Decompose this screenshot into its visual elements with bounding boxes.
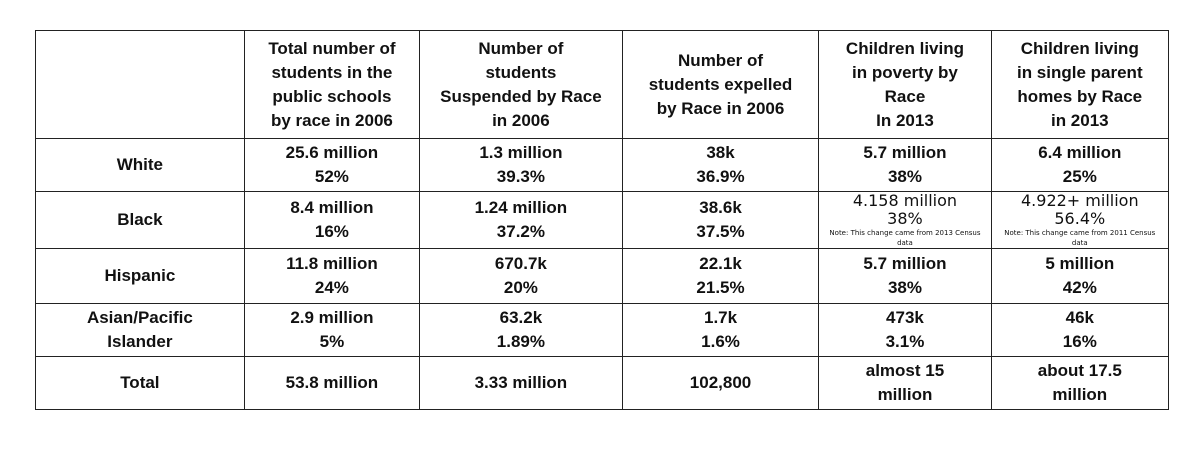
table-cell: 102,800 xyxy=(622,357,819,410)
table-cell: 46k 16% xyxy=(991,304,1168,357)
table-cell: 22.1k 21.5% xyxy=(622,249,819,304)
table-cell: 1.24 million 37.2% xyxy=(420,192,623,249)
single-black-pct: 56.4% xyxy=(1054,209,1106,228)
row-label: Asian/Pacific Islander xyxy=(36,304,245,357)
table-cell: 2.9 million 5% xyxy=(244,304,419,357)
table-row-asian-pacific-islander xyxy=(36,304,1169,357)
poverty-black-value: 4.158 million xyxy=(852,191,958,210)
table-cell: about 17.5 million xyxy=(991,357,1168,410)
header-suspended: Number of students Suspended by Race in 2006 xyxy=(420,31,623,139)
table-cell-poverty-black xyxy=(819,192,991,249)
table-cell: 5 million 42% xyxy=(991,249,1168,304)
table-cell: 11.8 million 24% xyxy=(244,249,419,304)
poverty-black-pct: 38% xyxy=(887,209,923,228)
table-cell: 670.7k 20% xyxy=(420,249,623,304)
single-black-note: Note: This change came from 2011 Census data xyxy=(1004,229,1156,247)
header-poverty: Children living in poverty by Race In 2013 xyxy=(819,31,991,139)
table-cell: 5.7 million 38% xyxy=(819,249,991,304)
table-row-black xyxy=(36,192,1169,249)
header-total-students: Total number of students in the public schools by race in 2006 xyxy=(244,31,419,139)
row-label: Black xyxy=(36,192,245,249)
table-cell: 1.3 million 39.3% xyxy=(420,139,623,192)
table-cell: almost 15 million xyxy=(819,357,991,410)
row-label: Hispanic xyxy=(36,249,245,304)
poverty-black-note: Note: This change came from 2013 Census data xyxy=(829,229,981,247)
table-cell: 25.6 million 52% xyxy=(244,139,419,192)
header-single-parent: Children living in single parent homes by Race in 2013 xyxy=(991,31,1168,139)
header-row xyxy=(36,31,1169,139)
header-expelled: Number of students expelled by Race in 2006 xyxy=(622,31,819,139)
race-statistics-table xyxy=(35,30,1169,410)
table-cell: 53.8 million xyxy=(244,357,419,410)
table-row-white xyxy=(36,139,1169,192)
table-row-hispanic xyxy=(36,249,1169,304)
single-black-value: 4.922+ million xyxy=(1021,191,1139,210)
table-cell: 63.2k 1.89% xyxy=(420,304,623,357)
table-cell: 5.7 million 38% xyxy=(819,139,991,192)
table-cell: 8.4 million 16% xyxy=(244,192,419,249)
table-cell: 6.4 million 25% xyxy=(991,139,1168,192)
table-cell: 473k 3.1% xyxy=(819,304,991,357)
table-cell-single-parent-black xyxy=(991,192,1168,249)
table-cell: 1.7k 1.6% xyxy=(622,304,819,357)
table-row-total xyxy=(36,357,1169,410)
row-label: White xyxy=(36,139,245,192)
header-corner xyxy=(36,31,245,139)
table-cell: 38k 36.9% xyxy=(622,139,819,192)
table-cell: 3.33 million xyxy=(420,357,623,410)
table-cell: 38.6k 37.5% xyxy=(622,192,819,249)
row-label: Total xyxy=(36,357,245,410)
